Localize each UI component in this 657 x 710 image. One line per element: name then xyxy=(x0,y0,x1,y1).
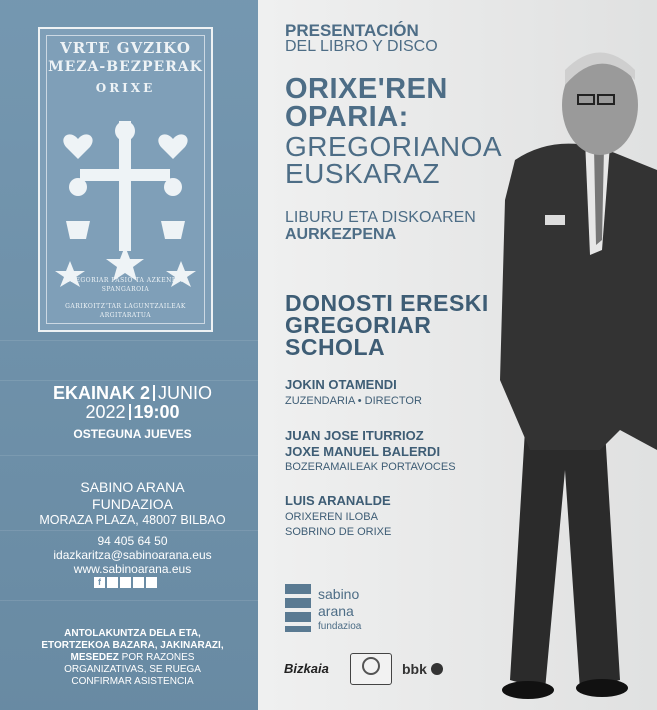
foral-institution-logo-icon xyxy=(350,653,392,685)
bbk-logo xyxy=(402,661,443,677)
notice-line5: CONFIRMAR ASISTENCIA xyxy=(71,676,194,687)
person-1-role: ZUZENDARIA • DIRECTOR xyxy=(285,395,422,407)
event-date-line2 xyxy=(20,402,245,423)
weekday: OSTEGUNA JUEVES xyxy=(73,427,192,441)
bbk-label: bbk xyxy=(402,661,427,677)
logo-fundazioa: fundazioa xyxy=(318,621,362,632)
cover-title-line3: ORIXE xyxy=(95,81,156,95)
contact-web[interactable]: www.sabinoarana.eus xyxy=(73,562,192,576)
facebook-icon[interactable]: f xyxy=(94,577,105,588)
logo-arana: arana xyxy=(318,603,354,619)
liburu-label: LIBURU ETA DISKOAREN xyxy=(285,209,476,226)
presentacion-label: PRESENTACIÓN xyxy=(285,21,419,40)
choir-line3: SCHOLA xyxy=(285,334,386,360)
notice-line4: ORGANIZATIVAS, SE RUEGA xyxy=(64,664,201,675)
notice-line3 xyxy=(20,652,245,663)
bizkaia-label: Bizkaia xyxy=(284,661,329,676)
venue-name-2: FUNDAZIOA xyxy=(92,496,173,512)
contact-phone: 94 405 64 50 xyxy=(97,534,168,548)
subtitle-line1: GREGORIANOA xyxy=(285,131,503,162)
book-cover xyxy=(38,27,213,332)
cover-title-line2: MEZA-BEZPERAK xyxy=(48,59,203,75)
instagram-icon[interactable] xyxy=(146,577,157,588)
main-title-line1: ORIXE'REN xyxy=(285,73,448,105)
sabino-arana-logo-icon xyxy=(285,584,311,632)
bizkaia-logo xyxy=(284,661,329,676)
cover-small-1: GREGORIAR PASIO TA AZKENETA xyxy=(65,277,186,284)
notice-line1: ANTOLAKUNTZA DELA ETA, xyxy=(64,628,201,639)
choir-line2: GREGORIAR xyxy=(285,312,432,338)
contact-email[interactable]: idazkaritza@sabinoarana.eus xyxy=(53,548,212,562)
aurkezpena-label: AURKEZPENA xyxy=(285,226,397,243)
cover-small-2: SPANGAROIA xyxy=(101,286,150,293)
person-3-name: LUIS ARANALDE xyxy=(285,493,391,508)
person-3-role2: SOBRINO DE ORIXE xyxy=(285,526,392,538)
cover-small-4: ARGITARATUA xyxy=(99,312,152,319)
del-libro-label: DEL LIBRO Y DISCO xyxy=(285,38,438,55)
choir-line1: DONOSTI ERESKI xyxy=(285,290,489,316)
person-2-role: BOZERAMAILEAK PORTAVOCES xyxy=(285,461,456,473)
day-eu: EKAINAK xyxy=(52,383,135,403)
flickr-icon[interactable] xyxy=(133,577,144,588)
event-time: 19:00 xyxy=(133,402,180,422)
subtitle-line2: EUSKARAZ xyxy=(285,158,440,189)
youtube-icon[interactable] xyxy=(120,577,131,588)
bbk-circle-icon xyxy=(431,663,443,675)
logo-sabino: sabino xyxy=(318,586,360,602)
event-date-line1 xyxy=(20,383,245,404)
twitter-icon[interactable] xyxy=(107,577,118,588)
cover-small-3: GARIKOITZ'TAR LAGUNTZAILEAK xyxy=(65,303,186,310)
month-es: JUNIO xyxy=(158,383,213,403)
person-2-name: JUAN JOSE ITURRIOZ xyxy=(285,428,424,443)
notice-line2: ETORTZEKOA BAZARA, JAKINARAZI, xyxy=(41,640,224,651)
day-num: 2 xyxy=(140,383,151,403)
venue-name-1: SABINO ARANA xyxy=(80,479,185,495)
social-icons xyxy=(94,577,157,588)
year: 2022 xyxy=(85,402,126,422)
cover-title-line1: VRTE GVZIKO xyxy=(60,39,191,57)
cross-ornament-icon xyxy=(40,101,211,301)
person-3-role: ORIXEREN ILOBA xyxy=(285,511,378,523)
person-1-name: JOKIN OTAMENDI xyxy=(285,377,397,392)
notice-line3b: POR RAZONES xyxy=(121,652,195,663)
notice-line3a: MESEDEZ xyxy=(70,652,119,663)
venue-address: MORAZA PLAZA, 48007 BILBAO xyxy=(39,513,226,527)
person-2-name2: JOXE MANUEL BALERDI xyxy=(285,444,441,459)
main-title-line2: OPARIA: xyxy=(285,101,409,133)
